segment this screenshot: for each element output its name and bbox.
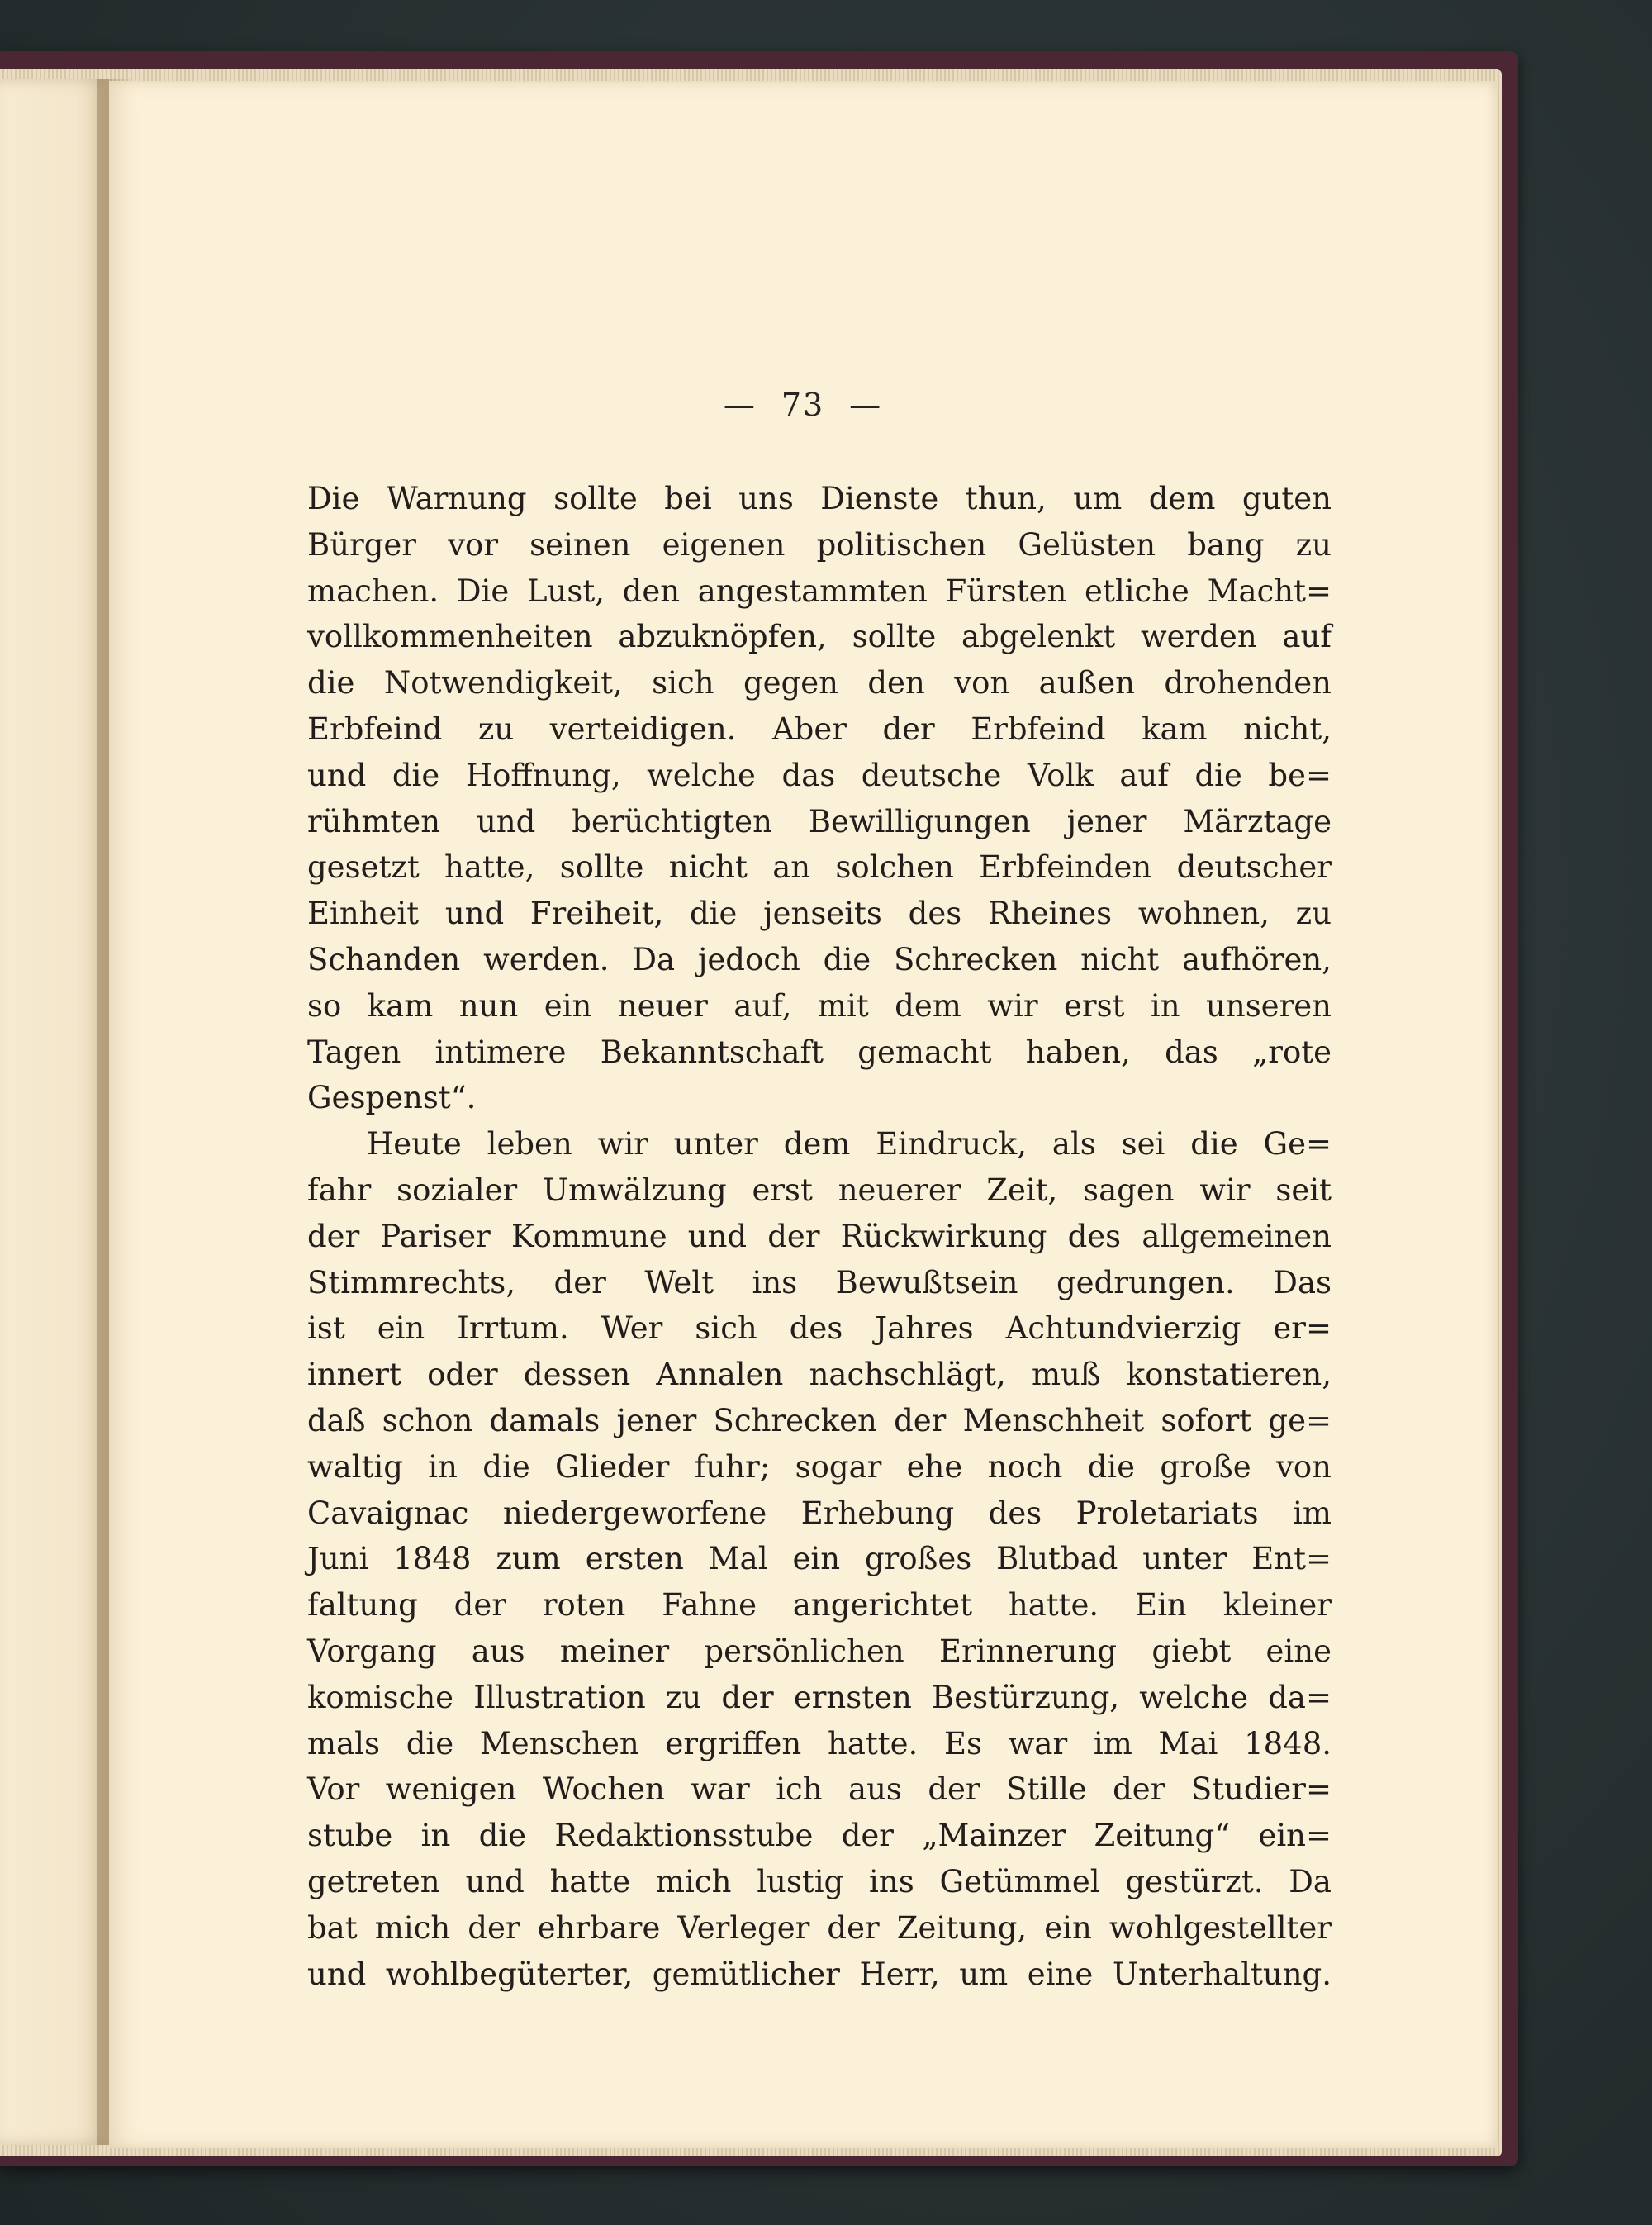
text-line: Stimmrechts, der Welt ins Bewußtsein gedrungen. Das bbox=[307, 1264, 1332, 1300]
text-line: Heute leben wir unter dem Eindruck, als sei die Ge= bbox=[367, 1126, 1332, 1162]
left-page bbox=[0, 79, 109, 2145]
text-line: Tagen intimere Bekanntschaft gemacht haben, das „rote bbox=[307, 1034, 1332, 1070]
text-line: rühmten und berüchtigten Bewilligungen jener Märztage bbox=[307, 803, 1332, 839]
text-line: waltig in die Glieder fuhr; sogar ehe noch die große von bbox=[307, 1448, 1332, 1485]
text-line: die Notwendigkeit, sich gegen den von außen drohenden bbox=[307, 665, 1332, 701]
text-line: Vor wenigen Wochen war ich aus der Stille der Studier= bbox=[307, 1771, 1332, 1808]
text-line: getreten und hatte mich lustig ins Getümmel gestürzt. Da bbox=[307, 1863, 1332, 1899]
page-number-value: 73 bbox=[781, 387, 825, 423]
text-line: daß schon damals jener Schrecken der Menschheit sofort ge= bbox=[307, 1402, 1332, 1438]
text-line: machen. Die Lust, den angestammten Fürsten etliche Macht= bbox=[307, 573, 1332, 609]
page-number-dash-right: — bbox=[849, 387, 883, 423]
text-line: Die Warnung sollte bei uns Dienste thun, um dem guten bbox=[307, 481, 1332, 516]
book-page bbox=[109, 81, 1497, 2148]
body-text bbox=[307, 476, 1332, 1997]
text-line: Vorgang aus meiner persönlichen Erinnerung giebt eine bbox=[307, 1633, 1332, 1669]
text-line: Cavaignac niedergeworfene Erhebung des Proletariats im bbox=[307, 1495, 1332, 1531]
text-line: stube in die Redaktionsstube der „Mainzer Zeitung“ ein= bbox=[307, 1818, 1332, 1854]
text-line: bat mich der ehrbare Verleger der Zeitung, ein wohlgestellter bbox=[307, 1909, 1332, 1946]
paragraph-2 bbox=[307, 1121, 1332, 1997]
text-line: und die Hoffnung, welche das deutsche Volk auf die be= bbox=[307, 757, 1332, 793]
text-line: Einheit und Freiheit, die jenseits des Rheines wohnen, zu bbox=[307, 896, 1332, 932]
text-line: Schanden werden. Da jedoch die Schrecken nicht aufhören, bbox=[307, 941, 1332, 977]
text-line: fahr sozialer Umwälzung erst neuerer Zeit, sagen wir seit bbox=[307, 1172, 1332, 1208]
page-number-dash-left: — bbox=[723, 387, 757, 423]
page-number bbox=[109, 387, 1497, 423]
text-line: und wohlbegüterter, gemütlicher Herr, um eine Unterhaltung. bbox=[307, 1956, 1332, 1992]
text-line: gesetzt hatte, sollte nicht an solchen Erbfeinden deutscher bbox=[307, 849, 1332, 886]
text-line: mals die Menschen ergriffen hatte. Es war im Mai 1848. bbox=[307, 1725, 1332, 1761]
text-line: der Pariser Kommune und der Rückwirkung des allgemeinen bbox=[307, 1218, 1332, 1254]
text-line: so kam nun ein neuer auf, mit dem wir erst in unseren bbox=[307, 987, 1332, 1024]
text-line: ist ein Irrtum. Wer sich des Jahres Achtundvierzig er= bbox=[307, 1310, 1332, 1347]
text-line: vollkommenheiten abzuknöpfen, sollte abgelenkt werden auf bbox=[307, 619, 1332, 655]
text-line: Bürger vor seinen eigenen politischen Gelüsten bang zu bbox=[307, 526, 1332, 563]
text-line: Erbfeind zu verteidigen. Aber der Erbfeind kam nicht, bbox=[307, 711, 1332, 747]
text-line: innert oder dessen Annalen nachschlägt, muß konstatieren, bbox=[307, 1357, 1332, 1393]
paragraph-1 bbox=[307, 476, 1332, 1121]
text-line: faltung der roten Fahne angerichtet hatte. Ein kleiner bbox=[307, 1587, 1332, 1624]
text-line: Gespenst“. bbox=[307, 1080, 477, 1116]
text-line: komische Illustration zu der ernsten Bestürzung, welche da= bbox=[307, 1679, 1332, 1715]
text-line: Juni 1848 zum ersten Mal ein großes Blutbad unter Ent= bbox=[307, 1541, 1332, 1577]
